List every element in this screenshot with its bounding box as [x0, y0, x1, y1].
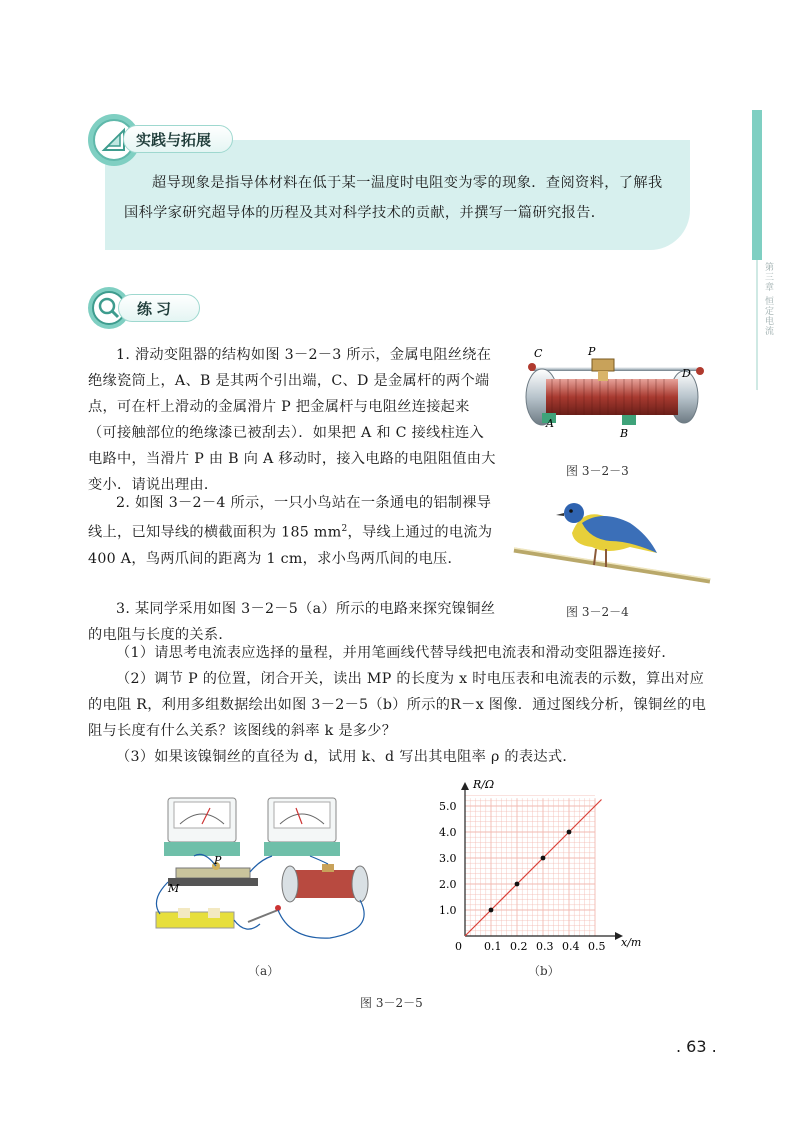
x-tick-label: 0 [455, 940, 462, 953]
rheostat-figure [512, 345, 712, 445]
circuit-figure [150, 790, 400, 950]
question-3-3: （3）如果该镍铜丝的直径为 d，试用 k、d 写出其电阻率 ρ 的表达式． [116, 749, 577, 765]
question-1: 1. 滑动变阻器的结构如图 3－2－3 所示，金属电阻丝绕在绝缘瓷筒上，A、B 是其两个引出端，C、D 是金属杆的两个端点，可在杆上滑动的金属滑片 P 把金属杆与电阻丝连接起来（可接触部位的绝缘漆已被刮去）．如果把 A 和 C 接线柱连入电路中，当滑片 P 由 B 向 A 移动时，接入电路的电阻阻值由大变小．请说出理由． [88, 347, 496, 493]
r-x-graph [425, 776, 655, 956]
rheostat-label-p: P [588, 345, 596, 358]
y-tick-label: 2.0 [439, 878, 457, 891]
chapter-tab-line [756, 260, 758, 390]
x-tick-label: 0.5 [588, 940, 606, 953]
graph-grid [465, 796, 595, 936]
rheostat-label-b: B [620, 427, 629, 440]
data-point [567, 830, 572, 835]
figure-3-2-5-caption: 图 3－2－5 [360, 996, 423, 1010]
y-tick-label: 5.0 [439, 800, 457, 813]
practice-title: 实践与拓展 [123, 125, 233, 153]
x-tick-label: 0.1 [484, 940, 502, 953]
rheostat-label-d: D [682, 367, 691, 380]
practice-text: 超导现象是指导体材料在低于某一温度时电阻变为零的现象．查阅资料，了解我国科学家研究超导体的历程及其对科学技术的贡献，并撰写一篇研究报告． [124, 175, 663, 221]
figure-3-2-5b-caption: （b） [528, 964, 560, 978]
exercise-title: 练习 [118, 294, 200, 322]
chapter-tab [752, 110, 762, 260]
chapter-side-text: 第三章 恒定电流 [763, 262, 773, 336]
question-2-part-a: 2. 如图 3－2－4 所示，一只小鸟站在一条通电的铝制裸导线上，已知导线的横截面积为 185 mm [88, 495, 492, 541]
question-3-1: （1）请思考电流表应选择的量程，并用笔画线代替导线把电流表和滑动变阻器连接好． [116, 645, 676, 661]
x-tick-label: 0.3 [536, 940, 554, 953]
y-axis-arrow [461, 782, 469, 790]
y-axis-label: R/Ω [473, 778, 495, 791]
rheostat-label-c: C [534, 347, 543, 360]
bird-on-wire-figure [512, 495, 712, 590]
page-number: . 63 . [676, 1037, 717, 1056]
figure-3-2-3-caption: 图 3－2－3 [566, 464, 629, 478]
y-tick-label: 3.0 [439, 852, 457, 865]
data-point [489, 908, 494, 913]
rheostat-label-a: A [546, 417, 554, 430]
question-2 [88, 490, 496, 572]
circuit-label-p: P [214, 854, 222, 867]
question-3: 3. 某同学采用如图 3－2－5（a）所示的电路来探究镍铜丝的电阻与长度的关系． [88, 601, 496, 643]
figure-3-2-5a-caption: （a） [248, 964, 280, 978]
fit-line [465, 800, 602, 937]
data-point [541, 856, 546, 861]
y-tick-label: 1.0 [439, 904, 457, 917]
figure-3-2-4-caption: 图 3－2－4 [566, 605, 629, 619]
x-axis-label: x/m [621, 936, 642, 949]
x-tick-label: 0.2 [510, 940, 528, 953]
y-tick-label: 4.0 [439, 826, 457, 839]
question-2-superscript: 2 [341, 524, 348, 534]
x-tick-label: 0.4 [562, 940, 580, 953]
data-point [515, 882, 520, 887]
question-3-2: （2）调节 P 的位置，闭合开关，读出 MP 的长度为 x 时电压表和电流表的示数，算出对应的电阻 R，利用多组数据绘出如图 3－2－5（b）所示的R－x 图像．通过图线分析，镍铜丝的电阻与长度有什么关系？该图线的斜率 k 是多少？ [88, 671, 707, 739]
circuit-label-m: M [168, 882, 180, 895]
question-2-part-b: ，导线上通过的电流为400 A，鸟两爪间的距离为 1 cm，求小鸟两爪间的电压． [88, 524, 493, 567]
